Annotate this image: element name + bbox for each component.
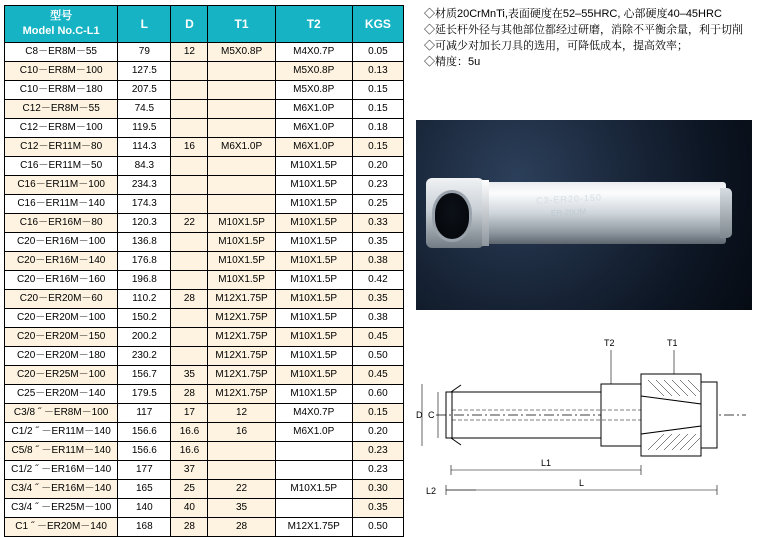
cell-t2: M6X1.0P — [275, 138, 352, 157]
cell-kgs: 0.60 — [352, 385, 403, 404]
table-row — [5, 214, 404, 233]
table-header-row — [5, 6, 404, 43]
cell-t1: 16 — [208, 423, 275, 442]
cell-model: C16－ER16M－80 — [5, 214, 118, 233]
cell-d: 28 — [171, 518, 208, 537]
cell-kgs: 0.20 — [352, 423, 403, 442]
cell-t2: M10X1.5P — [275, 252, 352, 271]
cell-d — [171, 81, 208, 100]
cell-model: C3/8 ˝ －ER8M－100 — [5, 404, 118, 423]
cell-l: 234.3 — [118, 176, 171, 195]
cell-kgs: 0.15 — [352, 404, 403, 423]
cell-l: 84.3 — [118, 157, 171, 176]
cell-l: 120.3 — [118, 214, 171, 233]
table-row — [5, 100, 404, 119]
cell-kgs: 0.35 — [352, 499, 403, 518]
cell-t1: M12X1.75P — [208, 290, 275, 309]
cell-l: 150.2 — [118, 309, 171, 328]
cell-l: 230.2 — [118, 347, 171, 366]
cell-d: 35 — [171, 366, 208, 385]
table-row — [5, 138, 404, 157]
cell-t1: M12X1.75P — [208, 309, 275, 328]
cell-l: 177 — [118, 461, 171, 480]
cell-t2: M10X1.5P — [275, 385, 352, 404]
table-row — [5, 81, 404, 100]
cell-d: 40 — [171, 499, 208, 518]
cell-t1 — [208, 119, 275, 138]
cell-model: C20－ER16M－100 — [5, 233, 118, 252]
cell-l: 174.3 — [118, 195, 171, 214]
cell-d — [171, 176, 208, 195]
drawing-body-step — [601, 384, 641, 446]
column-header-t1: T1 — [208, 6, 275, 43]
drawing-label-l2: L2 — [426, 486, 437, 496]
cell-model: C8－ER8M－55 — [5, 43, 118, 62]
cell-d: 28 — [171, 290, 208, 309]
cell-d — [171, 328, 208, 347]
cell-d — [171, 233, 208, 252]
cell-kgs: 0.15 — [352, 138, 403, 157]
cell-kgs: 0.45 — [352, 366, 403, 385]
cell-l: 207.5 — [118, 81, 171, 100]
cell-t1: 35 — [208, 499, 275, 518]
cell-t2: M5X0.8P — [275, 62, 352, 81]
table-row — [5, 62, 404, 81]
cell-t1: M6X1.0P — [208, 138, 275, 157]
table-row — [5, 385, 404, 404]
cell-kgs: 0.35 — [352, 290, 403, 309]
cell-l: 176.8 — [118, 252, 171, 271]
cell-model: C20－ER16M－140 — [5, 252, 118, 271]
table-row — [5, 271, 404, 290]
tool-bore — [432, 190, 472, 242]
column-header-model-en: Model No.C-L1 — [22, 25, 100, 37]
cell-kgs: 0.50 — [352, 518, 403, 537]
cell-t2: M10X1.5P — [275, 271, 352, 290]
cell-model: C20－ER20M－60 — [5, 290, 118, 309]
cell-kgs: 0.15 — [352, 81, 403, 100]
cell-t1: M10X1.5P — [208, 233, 275, 252]
cell-d — [171, 271, 208, 290]
tool-ring — [482, 180, 489, 246]
cell-l: 156.6 — [118, 423, 171, 442]
cell-model: C16－ER11M－100 — [5, 176, 118, 195]
cell-model: C25－ER20M－140 — [5, 385, 118, 404]
cell-t2: M10X1.5P — [275, 328, 352, 347]
cell-model: C12－ER8M－55 — [5, 100, 118, 119]
table-header — [5, 6, 404, 43]
cell-kgs: 0.45 — [352, 328, 403, 347]
cell-t2: M10X1.5P — [275, 233, 352, 252]
drawing-label-c: C — [428, 410, 435, 420]
cell-d — [171, 62, 208, 81]
cell-kgs: 0.25 — [352, 195, 403, 214]
notes-block — [424, 6, 754, 70]
drawing-chamfer-bottom — [451, 438, 461, 445]
note-line-1: ◇材质20CrMnTi,表面硬度在52–55HRC, 心部硬度40–45HRC — [424, 8, 722, 20]
cell-l: 156.6 — [118, 442, 171, 461]
cell-t1 — [208, 442, 275, 461]
table-row — [5, 195, 404, 214]
cell-t1 — [208, 81, 275, 100]
cell-d: 16.6 — [171, 442, 208, 461]
cell-t1: M12X1.75P — [208, 347, 275, 366]
cell-t2 — [275, 499, 352, 518]
cell-kgs: 0.23 — [352, 176, 403, 195]
cell-model: C20－ER20M－150 — [5, 328, 118, 347]
cell-t1 — [208, 100, 275, 119]
tool-engraving-primary: C3-ER20-150 — [535, 192, 603, 206]
product-photo — [416, 120, 752, 310]
cell-kgs: 0.13 — [352, 62, 403, 81]
cell-kgs: 0.38 — [352, 252, 403, 271]
cell-model: C10－ER8M－100 — [5, 62, 118, 81]
cell-d: 22 — [171, 214, 208, 233]
cell-d — [171, 100, 208, 119]
cell-kgs: 0.23 — [352, 461, 403, 480]
table-row — [5, 252, 404, 271]
cell-t2: M12X1.75P — [275, 518, 352, 537]
cell-t2: M10X1.5P — [275, 290, 352, 309]
table-row — [5, 442, 404, 461]
cell-t1: M10X1.5P — [208, 214, 275, 233]
table-row — [5, 480, 404, 499]
cell-t2: M10X1.5P — [275, 366, 352, 385]
tool-shank — [456, 182, 726, 244]
cell-l: 117 — [118, 404, 171, 423]
drawing-label-d: D — [416, 410, 423, 420]
cell-l: 119.5 — [118, 119, 171, 138]
cell-d — [171, 157, 208, 176]
note-line-3: ◇可减少对加长刀具的选用，可降低成本，提高效率； — [424, 40, 688, 52]
cell-d: 25 — [171, 480, 208, 499]
cell-kgs: 0.38 — [352, 309, 403, 328]
cell-d: 16.6 — [171, 423, 208, 442]
cell-model: C16－ER11M－50 — [5, 157, 118, 176]
table-row — [5, 423, 404, 442]
cell-t1: M10X1.5P — [208, 252, 275, 271]
cell-model: C12－ER11M－80 — [5, 138, 118, 157]
cell-t2: M6X1.0P — [275, 100, 352, 119]
table-row — [5, 404, 404, 423]
cell-model: C1/2 ˝ －ER16M－140 — [5, 461, 118, 480]
cell-d: 16 — [171, 138, 208, 157]
cell-t2: M10X1.5P — [275, 214, 352, 233]
table-body — [5, 43, 404, 537]
table-row — [5, 328, 404, 347]
column-header-model — [5, 6, 118, 43]
cell-d: 37 — [171, 461, 208, 480]
cell-kgs: 0.18 — [352, 119, 403, 138]
cell-model: C10－ER8M－180 — [5, 81, 118, 100]
specification-table — [4, 5, 404, 537]
cell-d — [171, 195, 208, 214]
cell-t1: M5X0.8P — [208, 43, 275, 62]
cell-t1: 28 — [208, 518, 275, 537]
cell-d — [171, 119, 208, 138]
cell-t1 — [208, 195, 275, 214]
cell-t1: M12X1.75P — [208, 366, 275, 385]
cell-t1 — [208, 62, 275, 81]
cell-t1: M12X1.75P — [208, 385, 275, 404]
cell-d — [171, 347, 208, 366]
cell-l: 79 — [118, 43, 171, 62]
cell-model: C20－ER20M－180 — [5, 347, 118, 366]
table-row — [5, 347, 404, 366]
drawing-label-t2: T2 — [604, 338, 615, 348]
cell-model: C3/4 ˝ －ER16M－140 — [5, 480, 118, 499]
cell-kgs: 0.23 — [352, 442, 403, 461]
cell-d: 12 — [171, 43, 208, 62]
cell-t1: M12X1.75P — [208, 328, 275, 347]
cell-model: C1/2 ˝ －ER11M－140 — [5, 423, 118, 442]
note-line-2: ◇延长杆外径与其他部位都经过研磨，消除不平衡余量，利于切削 — [424, 24, 743, 36]
drawing-nut-end — [701, 382, 717, 448]
cell-t2: M10X1.5P — [275, 157, 352, 176]
column-header-d: D — [171, 6, 208, 43]
drawing-label-l1: L1 — [541, 458, 552, 468]
cell-d — [171, 309, 208, 328]
cell-t1 — [208, 157, 275, 176]
table-row — [5, 176, 404, 195]
cell-t1 — [208, 461, 275, 480]
cell-l: 110.2 — [118, 290, 171, 309]
cell-t2: M10X1.5P — [275, 347, 352, 366]
cell-l: 168 — [118, 518, 171, 537]
cell-kgs: 0.20 — [352, 157, 403, 176]
column-header-l: L — [118, 6, 171, 43]
cell-t1 — [208, 176, 275, 195]
table-row — [5, 290, 404, 309]
table-row — [5, 518, 404, 537]
cell-t2: M6X1.0P — [275, 423, 352, 442]
cell-d: 17 — [171, 404, 208, 423]
table-row — [5, 43, 404, 62]
cell-t2: M6X1.0P — [275, 119, 352, 138]
cell-model: C20－ER25M－100 — [5, 366, 118, 385]
cell-t2: M4X0.7P — [275, 43, 352, 62]
cell-kgs: 0.50 — [352, 347, 403, 366]
cell-kgs: 0.42 — [352, 271, 403, 290]
drawing-label-t1: T1 — [667, 338, 678, 348]
cell-kgs: 0.05 — [352, 43, 403, 62]
cell-l: 165 — [118, 480, 171, 499]
cell-t2: M10X1.5P — [275, 176, 352, 195]
drawing-label-l: L — [579, 478, 585, 488]
cell-t2 — [275, 461, 352, 480]
cell-t2: M10X1.5P — [275, 480, 352, 499]
table-row — [5, 119, 404, 138]
note-line-4: ◇精度：5u — [424, 56, 481, 68]
table-row — [5, 461, 404, 480]
cell-l: 196.8 — [118, 271, 171, 290]
cell-model: C20－ER16M－160 — [5, 271, 118, 290]
table-row — [5, 499, 404, 518]
cell-l: 140 — [118, 499, 171, 518]
cell-l: 179.5 — [118, 385, 171, 404]
cell-d — [171, 252, 208, 271]
cell-model: C20－ER20M－100 — [5, 309, 118, 328]
cell-t2: M5X0.8P — [275, 81, 352, 100]
cell-l: 114.3 — [118, 138, 171, 157]
table-row — [5, 157, 404, 176]
cell-t2: M4X0.7P — [275, 404, 352, 423]
cell-l: 74.5 — [118, 100, 171, 119]
cell-l: 136.8 — [118, 233, 171, 252]
drawing-chamfer-top — [451, 385, 461, 392]
column-header-model-cn: 型号 — [50, 10, 73, 22]
cell-l: 200.2 — [118, 328, 171, 347]
cell-kgs: 0.30 — [352, 480, 403, 499]
cell-l: 127.5 — [118, 62, 171, 81]
cell-kgs: 0.15 — [352, 100, 403, 119]
cell-kgs: 0.35 — [352, 233, 403, 252]
technical-drawing — [416, 330, 756, 530]
cell-t1: 22 — [208, 480, 275, 499]
cell-model: C5/8 ˝ －ER11M－140 — [5, 442, 118, 461]
cell-model: C16－ER11M－140 — [5, 195, 118, 214]
column-header-t2: T2 — [275, 6, 352, 43]
tool-engraving-secondary: ER-20UM — [550, 207, 587, 218]
drawing-svg — [416, 330, 756, 530]
cell-t1: 12 — [208, 404, 275, 423]
table-row — [5, 309, 404, 328]
table-row — [5, 233, 404, 252]
cell-model: C12－ER8M－100 — [5, 119, 118, 138]
table-row — [5, 366, 404, 385]
cell-l: 156.7 — [118, 366, 171, 385]
cell-model: C3/4 ˝ －ER25M－100 — [5, 499, 118, 518]
column-header-kgs: KGS — [352, 6, 403, 43]
cell-t2: M10X1.5P — [275, 195, 352, 214]
cell-d: 28 — [171, 385, 208, 404]
cell-model: C1 ˝ －ER20M－140 — [5, 518, 118, 537]
cell-t1: M10X1.5P — [208, 271, 275, 290]
cell-t2 — [275, 442, 352, 461]
cell-t2: M10X1.5P — [275, 309, 352, 328]
cell-kgs: 0.33 — [352, 214, 403, 233]
